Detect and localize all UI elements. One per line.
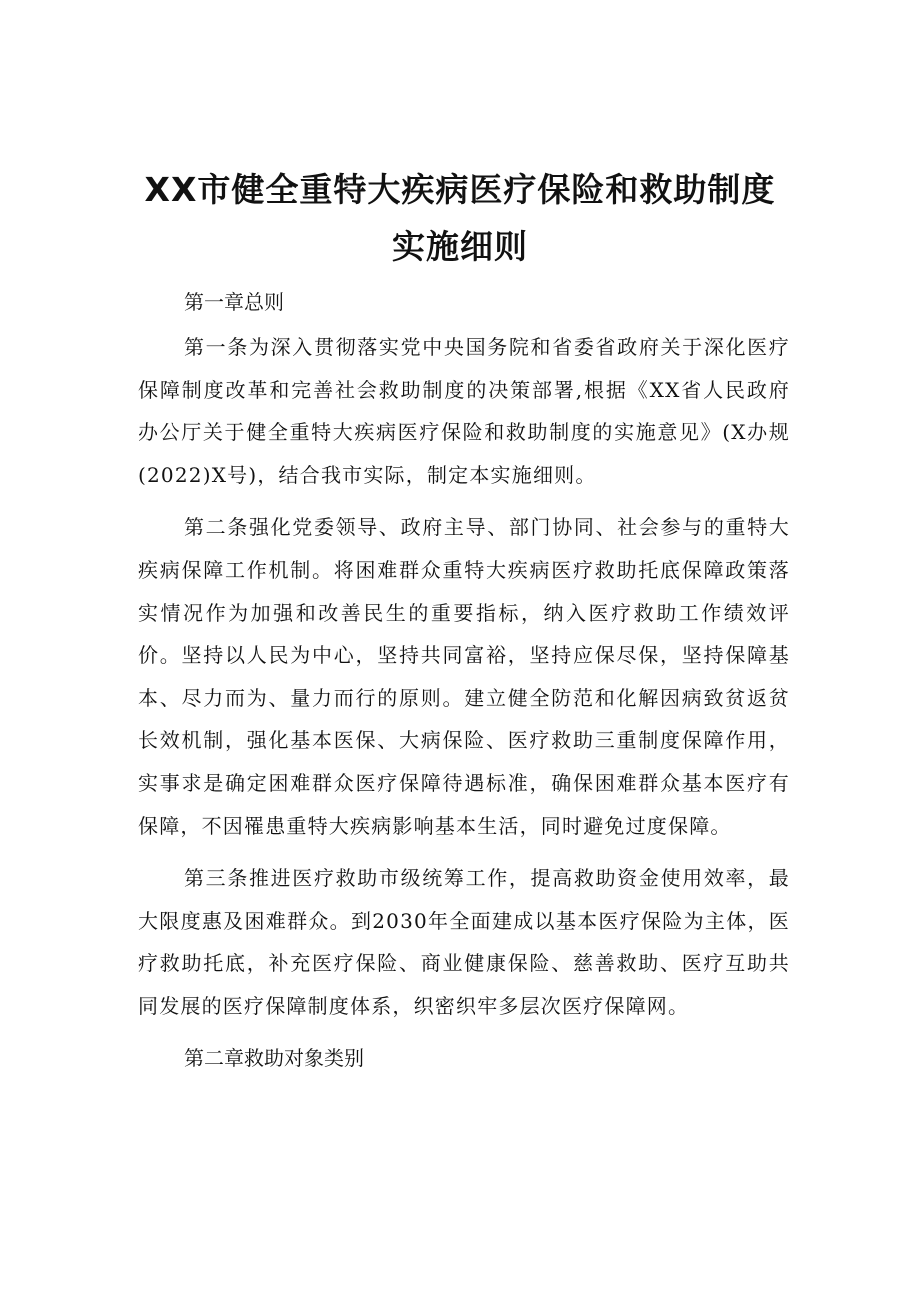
document-title-line2: 实施细则: [392, 227, 528, 266]
article-3: 第三条推进医疗救助市级统筹工作，提高救助资金使用效率，最大限度惠及困难群众。到2030年全面建成以基本医疗保险为主体，医疗救助托底，补充医疗保险、商业健康保险、慈善救助、医疗互助共同发展的医疗保障制度体系，织密织牢多层次医疗保障网。: [138, 866, 790, 1018]
document-body: [138, 282, 790, 1078]
document-title-line1: XX市健全重特大疾病医疗保险和救助制度: [144, 170, 776, 209]
chapter-heading-1: 第一章总则: [184, 290, 284, 314]
article-2: 第二条强化党委领导、政府主导、部门协同、社会参与的重特大疾病保障工作机制。将困难群众重特大疾病医疗救助托底保障政策落实情况作为加强和改善民生的重要指标，纳入医疗救助工作绩效评价。坚持以人民为中心，坚持共同富裕，坚持应保尽保，坚持保障基本、尽力而为、量力而行的原则。建立健全防范和化解因病致贫返贫长效机制，强化基本医保、大病保险、医疗救助三重制度保障作用，实事求是确定困难群众医疗保障待遇标准，确保困难群众基本医疗有保障，不因罹患重特大疾病影响基本生活，同时避免过度保障。: [138, 515, 790, 838]
article-1: 第一条为深入贯彻落实党中央国务院和省委省政府关于深化医疗保障制度改革和完善社会救助制度的决策部署,根据《XX省人民政府办公厅关于健全重特大疾病医疗保险和救助制度的实施意见》(X办规(2022)X号)，结合我市实际，制定本实施细则。: [138, 335, 790, 487]
chapter-heading-2: 第二章救助对象类别: [184, 1045, 364, 1070]
